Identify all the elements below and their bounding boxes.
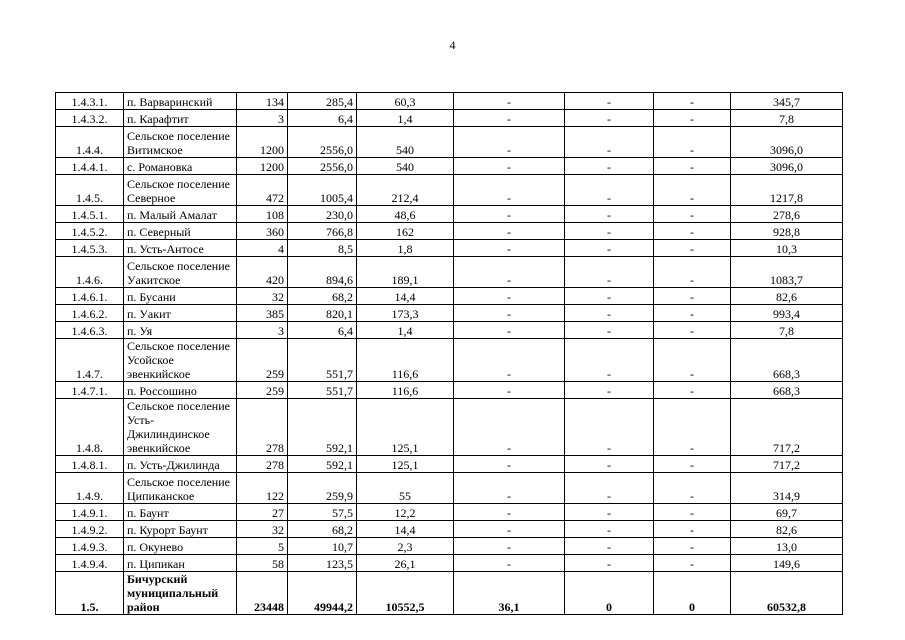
row-value-cell: 3: [237, 110, 288, 127]
row-code-cell: 1.4.4.: [56, 127, 124, 158]
row-value-cell: -: [654, 257, 731, 288]
row-code-cell: 1.4.9.2.: [56, 521, 124, 538]
row-value-cell: 472: [237, 175, 288, 206]
table-row: [56, 456, 843, 473]
row-value-cell: 60,3: [357, 93, 454, 110]
row-value-cell: 1200: [237, 158, 288, 175]
row-value-cell: -: [565, 223, 654, 240]
row-value-cell: -: [654, 399, 731, 456]
row-code-cell: 1.4.8.: [56, 399, 124, 456]
row-value-cell: 125,1: [357, 456, 454, 473]
row-value-cell: -: [565, 473, 654, 504]
row-value-cell: 8,5: [288, 240, 357, 257]
table-row: [56, 288, 843, 305]
row-code-cell: 1.5.: [56, 572, 124, 615]
row-name-cell: Сельское поселение Усть-Джилиндинское эвенкийское: [124, 399, 237, 456]
row-name-cell: п. Усть-Джилинда: [124, 456, 237, 473]
table-row: [56, 127, 843, 158]
row-value-cell: 385: [237, 305, 288, 322]
row-value-cell: -: [654, 93, 731, 110]
table-row-total: [56, 572, 843, 615]
row-value-cell: 2,3: [357, 538, 454, 555]
row-value-cell: 68,2: [288, 288, 357, 305]
row-code-cell: 1.4.8.1.: [56, 456, 124, 473]
row-value-cell: 0: [565, 572, 654, 615]
row-value-cell: 420: [237, 257, 288, 288]
row-value-cell: -: [654, 305, 731, 322]
row-value-cell: 125,1: [357, 399, 454, 456]
row-value-cell: -: [454, 206, 565, 223]
row-code-cell: 1.4.5.2.: [56, 223, 124, 240]
row-value-cell: 10,7: [288, 538, 357, 555]
row-value-cell: -: [654, 175, 731, 206]
row-name-cell: с. Романовка: [124, 158, 237, 175]
row-value-cell: 3: [237, 322, 288, 339]
row-value-cell: 57,5: [288, 504, 357, 521]
row-total-cell: 10,3: [731, 240, 843, 257]
row-value-cell: 173,3: [357, 305, 454, 322]
row-name-cell: Сельское поселение Уакитское: [124, 257, 237, 288]
table-row: [56, 473, 843, 504]
row-name-cell: п. Усть-Антосе: [124, 240, 237, 257]
table-row: [56, 206, 843, 223]
row-code-cell: 1.4.4.1.: [56, 158, 124, 175]
row-code-cell: 1.4.9.1.: [56, 504, 124, 521]
row-code-cell: 1.4.6.: [56, 257, 124, 288]
row-value-cell: -: [454, 382, 565, 399]
table-row: [56, 175, 843, 206]
row-name-cell: п. Россошино: [124, 382, 237, 399]
row-name-cell: п. Малый Амалат: [124, 206, 237, 223]
row-value-cell: 122: [237, 473, 288, 504]
table-row: [56, 399, 843, 456]
row-name-cell: п. Окунево: [124, 538, 237, 555]
row-value-cell: 48,6: [357, 206, 454, 223]
row-value-cell: 14,4: [357, 288, 454, 305]
row-code-cell: 1.4.7.: [56, 339, 124, 382]
row-value-cell: -: [454, 257, 565, 288]
row-value-cell: -: [654, 538, 731, 555]
row-value-cell: -: [454, 538, 565, 555]
row-total-cell: 3096,0: [731, 158, 843, 175]
row-code-cell: 1.4.9.4.: [56, 555, 124, 572]
table-row: [56, 538, 843, 555]
row-total-cell: 82,6: [731, 521, 843, 538]
row-value-cell: 766,8: [288, 223, 357, 240]
row-value-cell: 1,8: [357, 240, 454, 257]
row-value-cell: -: [565, 110, 654, 127]
row-value-cell: -: [565, 305, 654, 322]
row-total-cell: 928,8: [731, 223, 843, 240]
row-value-cell: -: [654, 456, 731, 473]
row-value-cell: 259: [237, 382, 288, 399]
row-code-cell: 1.4.3.2.: [56, 110, 124, 127]
row-value-cell: -: [565, 240, 654, 257]
row-value-cell: -: [565, 288, 654, 305]
row-total-cell: 345,7: [731, 93, 843, 110]
row-value-cell: 162: [357, 223, 454, 240]
row-value-cell: -: [565, 206, 654, 223]
table-row: [56, 555, 843, 572]
row-value-cell: 551,7: [288, 382, 357, 399]
row-value-cell: 116,6: [357, 382, 454, 399]
row-value-cell: -: [454, 223, 565, 240]
row-value-cell: -: [454, 93, 565, 110]
row-value-cell: -: [454, 240, 565, 257]
row-value-cell: 123,5: [288, 555, 357, 572]
table-row: [56, 257, 843, 288]
row-value-cell: 49944,2: [288, 572, 357, 615]
row-value-cell: 134: [237, 93, 288, 110]
table-row: [56, 240, 843, 257]
row-value-cell: -: [565, 382, 654, 399]
row-value-cell: 12,2: [357, 504, 454, 521]
row-name-cell: п. Уакит: [124, 305, 237, 322]
row-total-cell: 3096,0: [731, 127, 843, 158]
row-value-cell: 26,1: [357, 555, 454, 572]
row-value-cell: 360: [237, 223, 288, 240]
row-value-cell: -: [565, 339, 654, 382]
table-body: [56, 93, 843, 615]
row-value-cell: 230,0: [288, 206, 357, 223]
row-total-cell: 717,2: [731, 399, 843, 456]
row-value-cell: 23448: [237, 572, 288, 615]
row-value-cell: -: [654, 110, 731, 127]
row-value-cell: 592,1: [288, 456, 357, 473]
row-code-cell: 1.4.6.2.: [56, 305, 124, 322]
row-value-cell: -: [654, 206, 731, 223]
row-value-cell: -: [565, 127, 654, 158]
row-total-cell: 60532,8: [731, 572, 843, 615]
row-name-cell: п. Уя: [124, 322, 237, 339]
row-value-cell: 32: [237, 288, 288, 305]
table-row: [56, 339, 843, 382]
row-value-cell: 540: [357, 127, 454, 158]
row-total-cell: 668,3: [731, 382, 843, 399]
row-code-cell: 1.4.6.1.: [56, 288, 124, 305]
row-name-cell: Сельское поселение Витимское: [124, 127, 237, 158]
row-value-cell: -: [654, 223, 731, 240]
row-value-cell: 820,1: [288, 305, 357, 322]
row-value-cell: 189,1: [357, 257, 454, 288]
row-value-cell: -: [565, 175, 654, 206]
row-code-cell: 1.4.5.1.: [56, 206, 124, 223]
row-value-cell: 894,6: [288, 257, 357, 288]
row-value-cell: -: [454, 175, 565, 206]
row-code-cell: 1.4.5.3.: [56, 240, 124, 257]
row-value-cell: 1200: [237, 127, 288, 158]
row-total-cell: 993,4: [731, 305, 843, 322]
row-value-cell: 58: [237, 555, 288, 572]
row-value-cell: 108: [237, 206, 288, 223]
row-value-cell: 55: [357, 473, 454, 504]
row-value-cell: -: [565, 504, 654, 521]
row-value-cell: -: [654, 158, 731, 175]
row-code-cell: 1.4.9.: [56, 473, 124, 504]
row-value-cell: 5: [237, 538, 288, 555]
table-row: [56, 223, 843, 240]
row-value-cell: 551,7: [288, 339, 357, 382]
page-number: 4: [449, 38, 456, 52]
row-total-cell: 7,8: [731, 110, 843, 127]
row-value-cell: -: [565, 257, 654, 288]
row-value-cell: 2556,0: [288, 127, 357, 158]
row-code-cell: 1.4.6.3.: [56, 322, 124, 339]
row-total-cell: 717,2: [731, 456, 843, 473]
row-value-cell: -: [454, 521, 565, 538]
row-value-cell: 259,9: [288, 473, 357, 504]
row-value-cell: -: [565, 322, 654, 339]
row-value-cell: -: [565, 158, 654, 175]
row-total-cell: 1217,8: [731, 175, 843, 206]
row-value-cell: -: [654, 555, 731, 572]
row-total-cell: 82,6: [731, 288, 843, 305]
row-value-cell: -: [454, 399, 565, 456]
row-name-cell: п. Варваринский: [124, 93, 237, 110]
row-value-cell: 36,1: [454, 572, 565, 615]
row-value-cell: -: [654, 382, 731, 399]
row-total-cell: 149,6: [731, 555, 843, 572]
row-value-cell: -: [565, 93, 654, 110]
row-value-cell: -: [454, 288, 565, 305]
row-value-cell: -: [454, 158, 565, 175]
table-row: [56, 158, 843, 175]
row-name-cell: Сельское поселение Усойское эвенкийское: [124, 339, 237, 382]
row-value-cell: 592,1: [288, 399, 357, 456]
table-row: [56, 93, 843, 110]
row-value-cell: 6,4: [288, 110, 357, 127]
row-value-cell: -: [654, 504, 731, 521]
row-value-cell: 14,4: [357, 521, 454, 538]
row-code-cell: 1.4.9.3.: [56, 538, 124, 555]
row-value-cell: 540: [357, 158, 454, 175]
row-value-cell: -: [454, 339, 565, 382]
row-value-cell: -: [565, 399, 654, 456]
row-code-cell: 1.4.5.: [56, 175, 124, 206]
row-value-cell: -: [454, 322, 565, 339]
row-total-cell: 278,6: [731, 206, 843, 223]
row-total-cell: 1083,7: [731, 257, 843, 288]
row-value-cell: 4: [237, 240, 288, 257]
row-value-cell: -: [454, 110, 565, 127]
row-name-cell: п. Курорт Баунт: [124, 521, 237, 538]
row-name-cell: Сельское поселение Северное: [124, 175, 237, 206]
row-value-cell: -: [565, 521, 654, 538]
row-value-cell: -: [565, 555, 654, 572]
row-value-cell: 1,4: [357, 110, 454, 127]
row-name-cell: п. Северный: [124, 223, 237, 240]
row-value-cell: 32: [237, 521, 288, 538]
row-value-cell: -: [654, 339, 731, 382]
row-value-cell: -: [454, 305, 565, 322]
row-value-cell: -: [454, 473, 565, 504]
row-value-cell: 278: [237, 399, 288, 456]
row-code-cell: 1.4.7.1.: [56, 382, 124, 399]
table-row: [56, 504, 843, 521]
table-row: [56, 305, 843, 322]
row-value-cell: 10552,5: [357, 572, 454, 615]
row-value-cell: -: [654, 288, 731, 305]
table-row: [56, 521, 843, 538]
row-value-cell: -: [454, 127, 565, 158]
row-value-cell: 2556,0: [288, 158, 357, 175]
row-value-cell: 68,2: [288, 521, 357, 538]
row-total-cell: 69,7: [731, 504, 843, 521]
row-name-cell: Бичурский муниципальный район: [124, 572, 237, 615]
row-value-cell: -: [565, 456, 654, 473]
row-value-cell: -: [654, 240, 731, 257]
row-value-cell: -: [654, 127, 731, 158]
row-value-cell: -: [654, 322, 731, 339]
row-value-cell: -: [654, 473, 731, 504]
row-total-cell: 314,9: [731, 473, 843, 504]
row-value-cell: 212,4: [357, 175, 454, 206]
row-name-cell: Сельское поселение Ципиканское: [124, 473, 237, 504]
row-value-cell: -: [454, 555, 565, 572]
table-row: [56, 382, 843, 399]
row-value-cell: 0: [654, 572, 731, 615]
row-value-cell: 27: [237, 504, 288, 521]
row-value-cell: -: [654, 521, 731, 538]
row-value-cell: -: [454, 456, 565, 473]
row-value-cell: 1005,4: [288, 175, 357, 206]
row-value-cell: 6,4: [288, 322, 357, 339]
data-table: [55, 92, 843, 615]
row-value-cell: -: [454, 504, 565, 521]
row-value-cell: -: [565, 538, 654, 555]
row-total-cell: 13,0: [731, 538, 843, 555]
table-row: [56, 110, 843, 127]
row-name-cell: п. Ципикан: [124, 555, 237, 572]
row-total-cell: 7,8: [731, 322, 843, 339]
row-code-cell: 1.4.3.1.: [56, 93, 124, 110]
row-value-cell: 278: [237, 456, 288, 473]
row-total-cell: 668,3: [731, 339, 843, 382]
row-value-cell: 259: [237, 339, 288, 382]
row-value-cell: 1,4: [357, 322, 454, 339]
row-name-cell: п. Карафтит: [124, 110, 237, 127]
row-value-cell: 285,4: [288, 93, 357, 110]
row-name-cell: п. Баунт: [124, 504, 237, 521]
table-row: [56, 322, 843, 339]
row-name-cell: п. Бусани: [124, 288, 237, 305]
row-value-cell: 116,6: [357, 339, 454, 382]
